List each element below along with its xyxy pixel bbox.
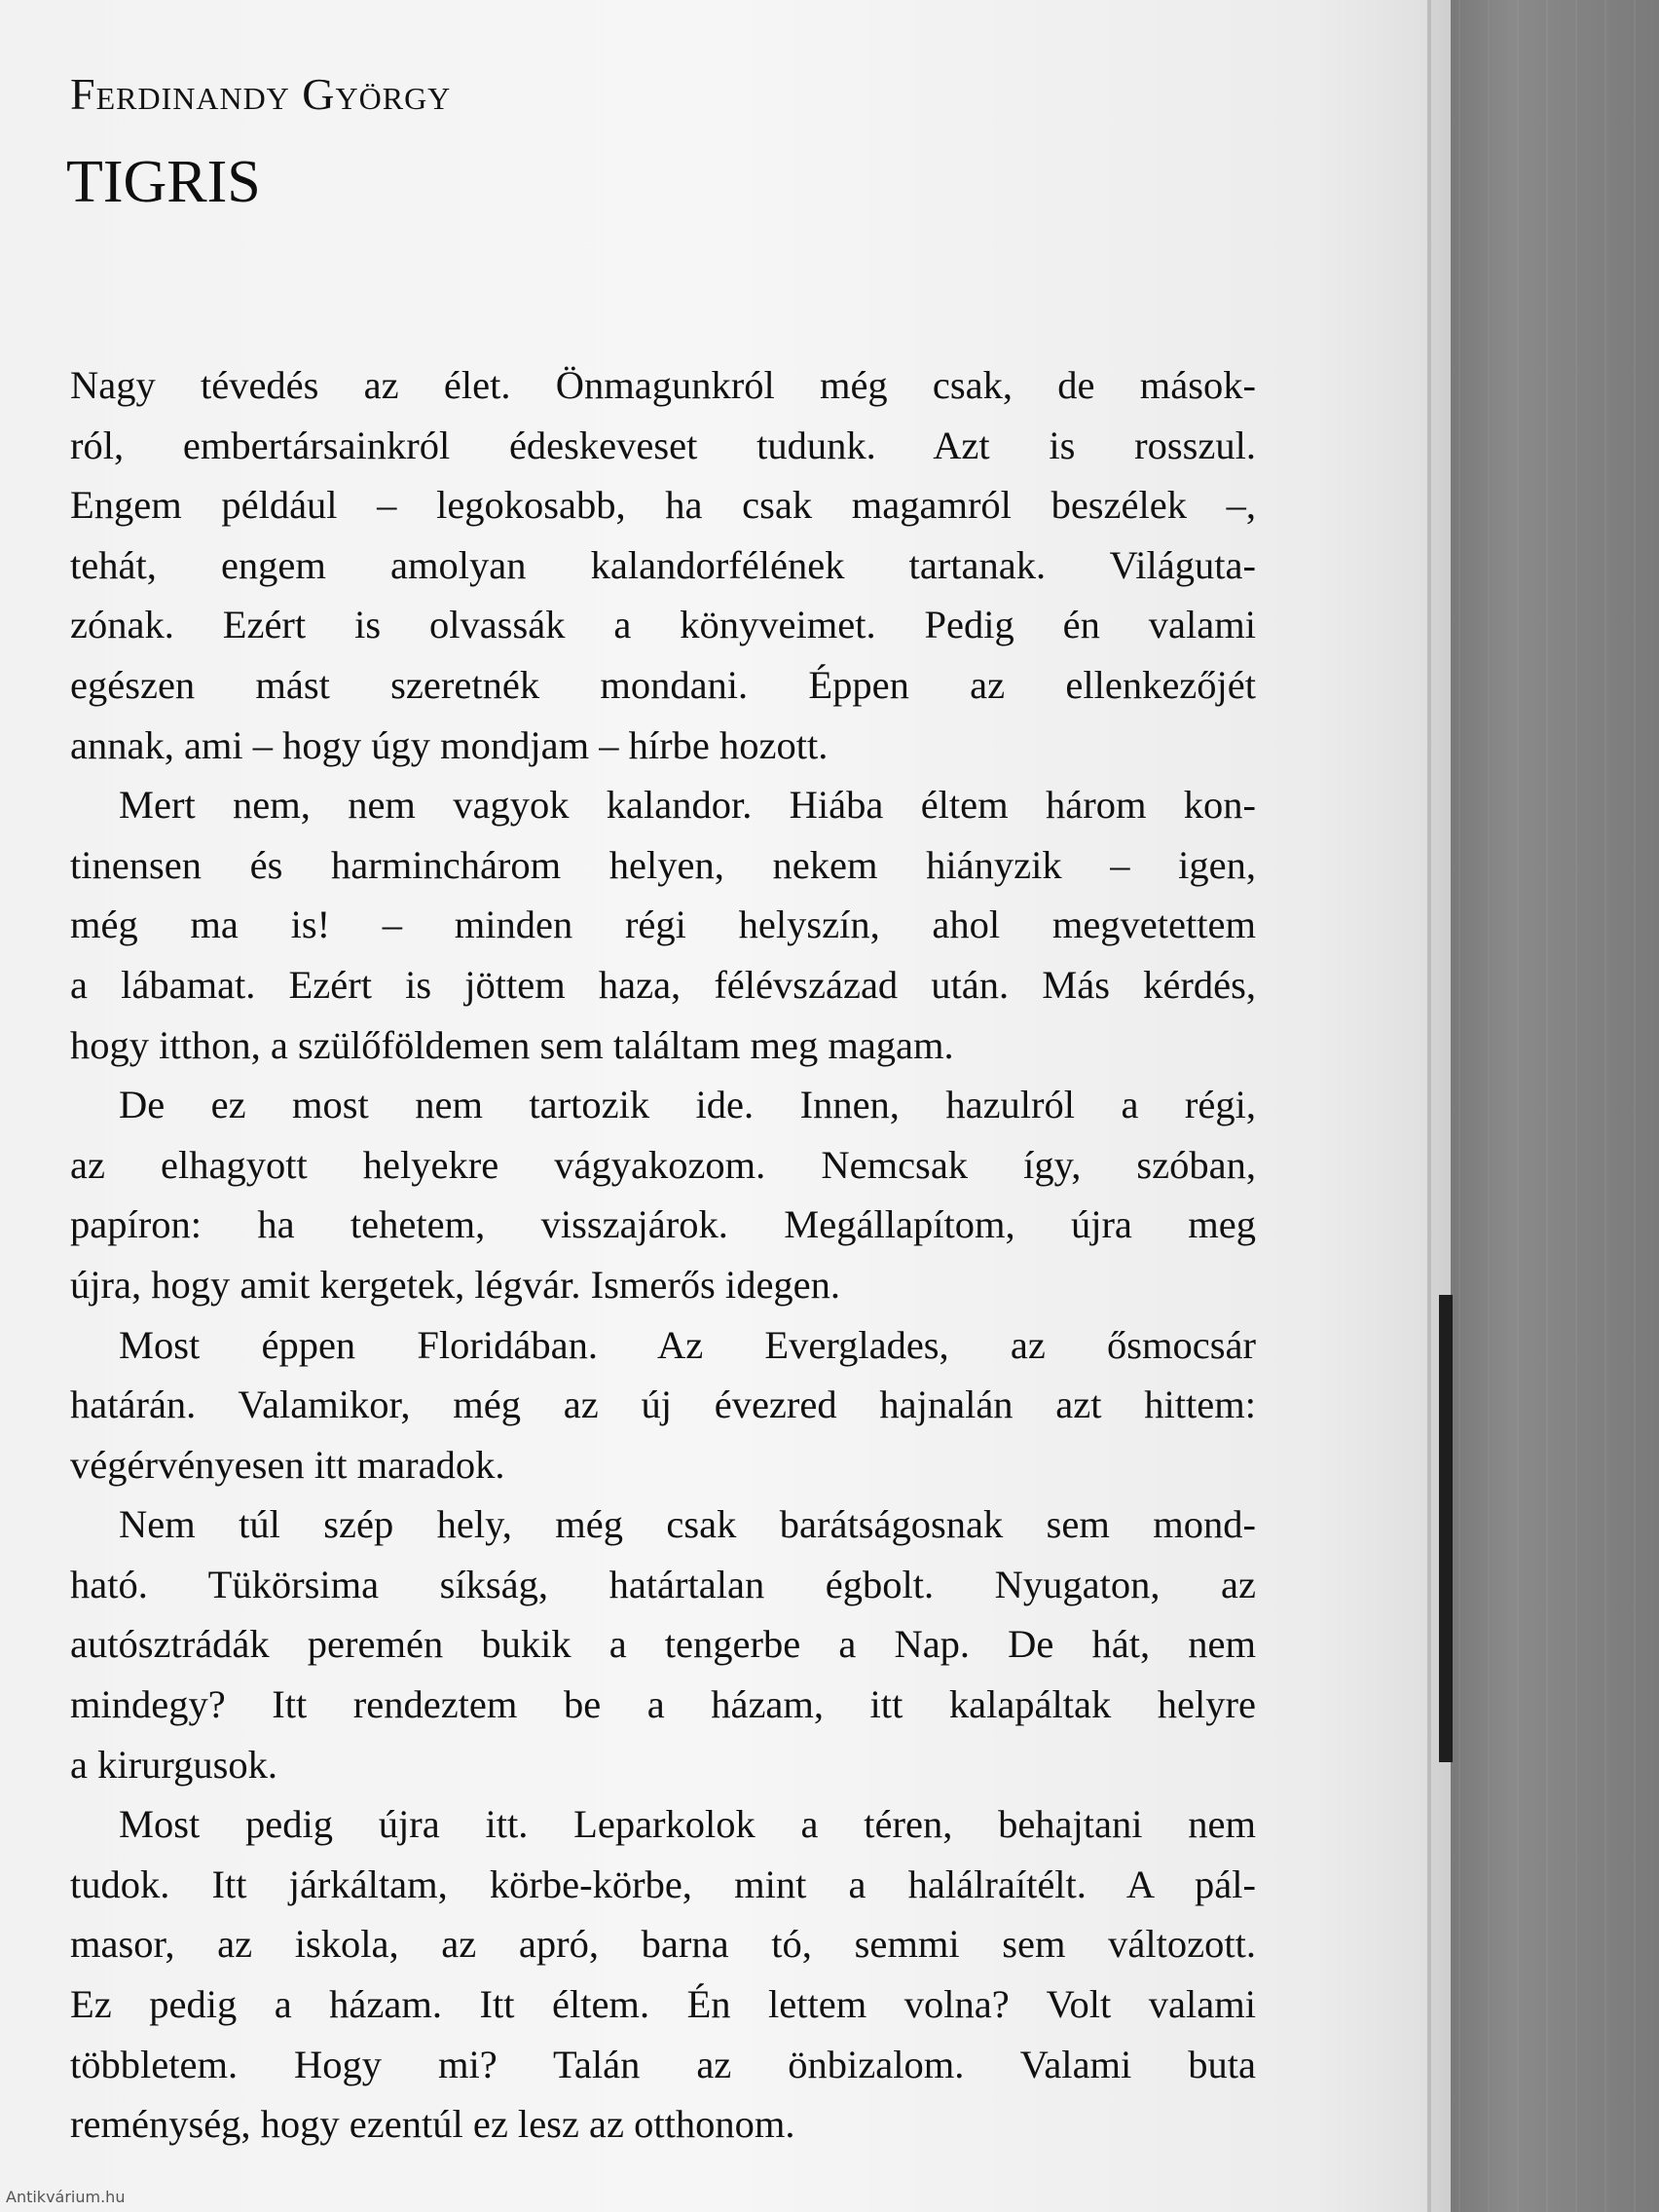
- paragraph: [70, 1794, 1256, 2155]
- paragraph: [70, 1315, 1256, 1495]
- text-line: végérvényesen itt maradok.: [70, 1442, 505, 1487]
- text-line: hogy itthon, a szülőföldemen sem találtam meg magam.: [70, 1022, 954, 1067]
- text-line: Most éppen Floridában. Az Everglades, az ősmocsár: [119, 1322, 1256, 1367]
- text-line: egészen mást szeretnék mondani. Éppen az ellenkezőjét: [70, 662, 1256, 707]
- story-title: TIGRIS: [66, 149, 261, 215]
- text-line: újra, hogy amit kergetek, légvár. Ismerős idegen.: [70, 1262, 841, 1307]
- text-line: ról, embertársainkról édeskeveset tudunk. Azt is rosszul.: [70, 423, 1256, 467]
- author-name: Ferdinandy György: [70, 69, 452, 119]
- text-line: még ma is! – minden régi helyszín, ahol megvetettem: [70, 903, 1256, 947]
- text-line: a lábamat. Ezért is jöttem haza, félévszázad után. Más kérdés,: [70, 962, 1256, 1007]
- text-line: az elhagyott helyekre vágyakozom. Nemcsak így, szóban,: [70, 1142, 1256, 1187]
- text-line: zónak. Ezért is olvassák a könyveimet. Pedig én valami: [70, 603, 1256, 647]
- background-texture: [1431, 0, 1659, 2212]
- text-line: tudok. Itt járkáltam, körbe-körbe, mint a halálraítélt. A pál-: [70, 1862, 1256, 1906]
- text-line: De ez most nem tartozik ide. Innen, hazulról a régi,: [119, 1083, 1256, 1127]
- text-line: Ez pedig a házam. Itt éltem. Én lettem volna? Volt valami: [70, 1982, 1256, 2027]
- text-line: reménység, hogy ezentúl ez lesz az otthonom.: [70, 2102, 795, 2147]
- paragraph: [70, 775, 1256, 1075]
- paragraph: [70, 1494, 1256, 1794]
- text-line: autósztrádák peremén bukik a tengerbe a Nap. De hát, nem: [70, 1622, 1256, 1667]
- text-line: Most pedig újra itt. Leparkolok a téren, behajtani nem: [119, 1802, 1256, 1847]
- text-line: határán. Valamikor, még az új évezred hajnalán azt hittem:: [70, 1382, 1256, 1427]
- text-line: Engem például – legokosabb, ha csak magamról beszélek –,: [70, 483, 1256, 528]
- text-line: Mert nem, nem vagyok kalandor. Hiába éltem három kon-: [119, 783, 1256, 828]
- text-line: annak, ami – hogy úgy mondjam – hírbe hozott.: [70, 722, 829, 767]
- text-line: tehát, engem amolyan kalandorfélének tartanak. Világuta-: [70, 542, 1256, 587]
- text-line: a kirurgusok.: [70, 1742, 277, 1787]
- paragraph: [70, 1075, 1256, 1314]
- text-line: masor, az iskola, az apró, barna tó, semmi sem változott.: [70, 1922, 1256, 1967]
- text-line: tinensen és harminchárom helyen, nekem hiányzik – igen,: [70, 842, 1256, 887]
- text-line: Nem túl szép hely, még csak barátságosnak sem mond-: [119, 1502, 1256, 1547]
- watermark: Antikvárium.hu: [6, 2188, 126, 2206]
- text-line: papíron: ha tehetem, visszajárok. Megállapítom, újra meg: [70, 1202, 1256, 1247]
- text-line: ható. Tükörsima síkság, határtalan égbolt. Nyugaton, az: [70, 1562, 1256, 1606]
- text-line: többletem. Hogy mi? Talán az önbizalom. Valami buta: [70, 2042, 1256, 2086]
- story-body: [70, 355, 1256, 2155]
- text-line: Nagy tévedés az élet. Önmagunkról még csak, de mások-: [70, 363, 1256, 407]
- text-line: mindegy? Itt rendeztem be a házam, itt kalapáltak helyre: [70, 1682, 1256, 1727]
- book-spine-shadow: [1439, 1295, 1453, 1762]
- paragraph: [70, 355, 1256, 775]
